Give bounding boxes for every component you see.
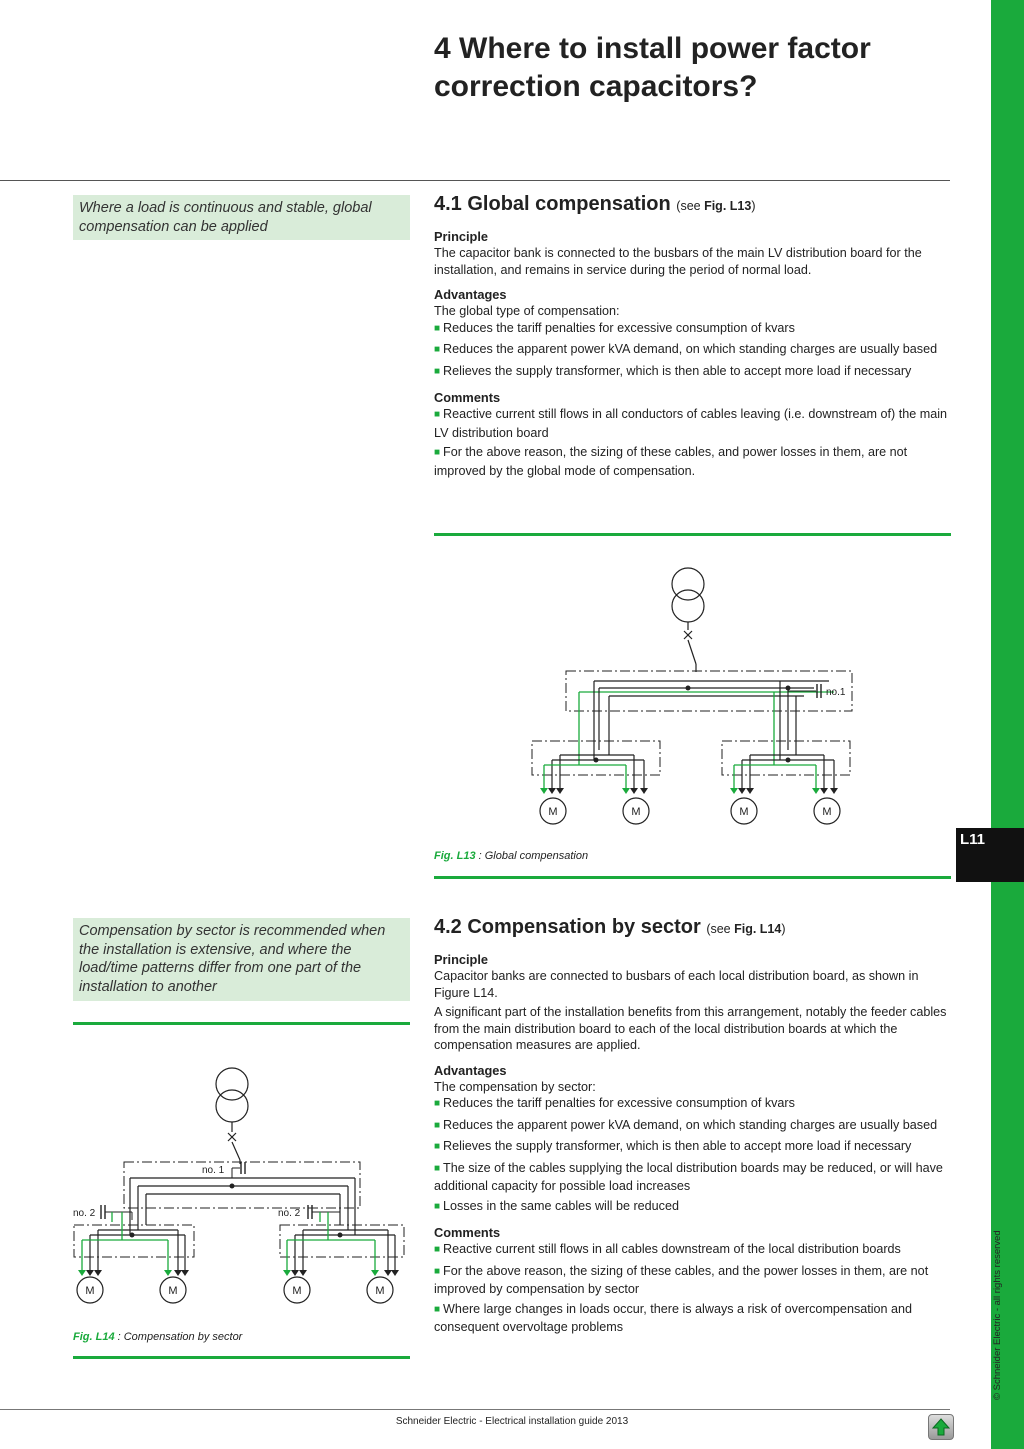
sidenote-global: [73, 195, 410, 240]
transformer-icon: [672, 568, 704, 622]
principle-text: Capacitor banks are connected to busbars of each local distribution board, as shown in Figure L14.: [434, 969, 919, 1000]
motor-label: M: [631, 806, 641, 818]
comment-item: ■ Reactive current still flows in all cables downstream of the local distribution boards: [434, 1241, 952, 1260]
motor-label: M: [85, 1285, 95, 1297]
capacitor-label: no.1: [826, 687, 846, 698]
see-suffix: ): [751, 199, 756, 213]
advantages-heading: Advantages: [434, 287, 507, 302]
motor-label: M: [292, 1285, 302, 1297]
motor-label: M: [375, 1285, 385, 1297]
advantage-item: ■ Reduces the apparent power kVA demand, on which standing charges are usually based: [434, 341, 952, 360]
header-rule: [0, 180, 950, 181]
comment-item: ■ Reactive current still flows in all conductors of cables leaving (i.e. downstream of) the main LV distribution board: [434, 406, 952, 441]
main-breaker-icon: [684, 622, 696, 672]
motor-label: M: [548, 806, 558, 818]
motor-label: M: [822, 806, 832, 818]
see-ref-link[interactable]: Fig. L13: [704, 199, 752, 213]
copyright-notice: © Schneider Electric - all rights reserved: [992, 1230, 1003, 1400]
motor-label: M: [168, 1285, 178, 1297]
comment-item: ■ For the above reason, the sizing of these cables, and the power losses in them, are not improved by compensation by sector: [434, 1263, 952, 1298]
footer-rule: [0, 1409, 950, 1410]
sidenote-sector-text: Compensation by sector is recommended when the installation is extensive, and where the load/time patterns differ from one part of the installation to another: [79, 923, 386, 995]
capacitor-label: no. 2: [278, 1208, 301, 1219]
advantage-item: ■ Reduces the tariff penalties for excessive consumption of kvars: [434, 320, 952, 339]
advantages-intro: The compensation by sector:: [434, 1079, 596, 1094]
principle-text: The capacitor bank is connected to the busbars of the main LV distribution board for the installation, and remains in service during the period of normal load.: [434, 246, 922, 277]
motor-label: M: [739, 806, 749, 818]
sidenote-global-text: Where a load is continuous and stable, global compensation can be applied: [79, 200, 372, 235]
advantage-item: ■ Reduces the tariff penalties for excessive consumption of kvars: [434, 1095, 952, 1114]
sub-board-box: [722, 741, 850, 775]
arrow-up-icon: [929, 1415, 953, 1439]
advantages-intro: The global type of compensation:: [434, 304, 620, 318]
principle-heading: Principle: [434, 952, 489, 967]
see-ref-link[interactable]: Fig. L14: [734, 922, 782, 936]
section-4-1: [434, 192, 952, 482]
comments-heading: Comments: [434, 390, 501, 405]
page-tab-label: L11: [960, 831, 986, 848]
figure-l14-bottom-rule: [73, 1356, 410, 1359]
figure-l13-label: Fig. L13: [434, 850, 476, 862]
see-ref-l14: [706, 922, 785, 936]
principle-text: A significant part of the installation benefits from this arrangement, notably the feeder cables from the main distribution board to each of the local distribution boards at which the compensation measures are applied.: [434, 1005, 947, 1052]
comments-heading: Comments: [434, 1225, 501, 1240]
footer-text: Schneider Electric - Electrical installation guide 2013: [395, 1416, 629, 1427]
figure-l13-bottom-rule: [434, 876, 951, 879]
page-tab: [956, 828, 1024, 882]
transformer-icon: [216, 1068, 248, 1122]
section-4-2-title-text: 4.2 Compensation by sector: [434, 916, 701, 938]
chapter-title: 4 Where to install power factor correction capacitors?: [434, 32, 871, 103]
capacitor-label: no. 1: [202, 1165, 225, 1176]
main-breaker-icon: [228, 1122, 240, 1164]
advantages-heading: Advantages: [434, 1062, 507, 1078]
comment-item: ■ For the above reason, the sizing of these cables, and power losses in them, are not improved by the global mode of compensation.: [434, 444, 952, 479]
figure-l13-caption: [434, 850, 588, 862]
capacitor-icon: [232, 1162, 245, 1178]
figure-l13-top-rule: [434, 533, 951, 536]
section-4-1-title-text: 4.1 Global compensation: [434, 193, 671, 215]
section-4-1-title: [434, 192, 952, 218]
sidenote-sector: [73, 918, 410, 1001]
section-4-2-title: [434, 915, 952, 941]
see-suffix: ): [781, 922, 786, 936]
advantage-item: ■ The size of the cables supplying the local distribution boards may be reduced, or will have additional capacity for possible load increases: [434, 1160, 952, 1195]
figure-l14-label: Fig. L14: [73, 1331, 115, 1343]
advantage-item: ■ Relieves the supply transformer, which is then able to accept more load if necessary: [434, 1138, 952, 1157]
advantage-item: ■ Reduces the apparent power kVA demand, on which standing charges are usually based: [434, 1117, 952, 1136]
comment-item: ■ Where large changes in loads occur, there is always a risk of overcompensation and consequent overvoltage problems: [434, 1301, 952, 1336]
figure-l13-caption-text: : Global compensation: [475, 850, 589, 862]
see-prefix: (see: [676, 199, 705, 213]
advantage-item: ■ Losses in the same cables will be reduced: [434, 1198, 952, 1217]
figure-l14-top-rule: [73, 1022, 410, 1025]
main-board-box: [124, 1162, 360, 1208]
section-4-2: [434, 915, 952, 1339]
see-prefix: (see: [706, 922, 735, 936]
figure-l14-caption-text: : Compensation by sector: [114, 1331, 243, 1343]
figure-l14-diagram: [70, 1060, 415, 1320]
scroll-up-button[interactable]: [928, 1414, 954, 1440]
capacitor-label: no. 2: [73, 1208, 96, 1219]
advantage-item: ■ Relieves the supply transformer, which is then able to accept more load if necessary: [434, 363, 952, 382]
see-ref-l13: [676, 199, 755, 213]
figure-l14-caption: [73, 1331, 242, 1343]
figure-l13-diagram: [434, 560, 951, 830]
principle-heading: Principle: [434, 229, 489, 244]
junction-dot: [686, 686, 691, 691]
